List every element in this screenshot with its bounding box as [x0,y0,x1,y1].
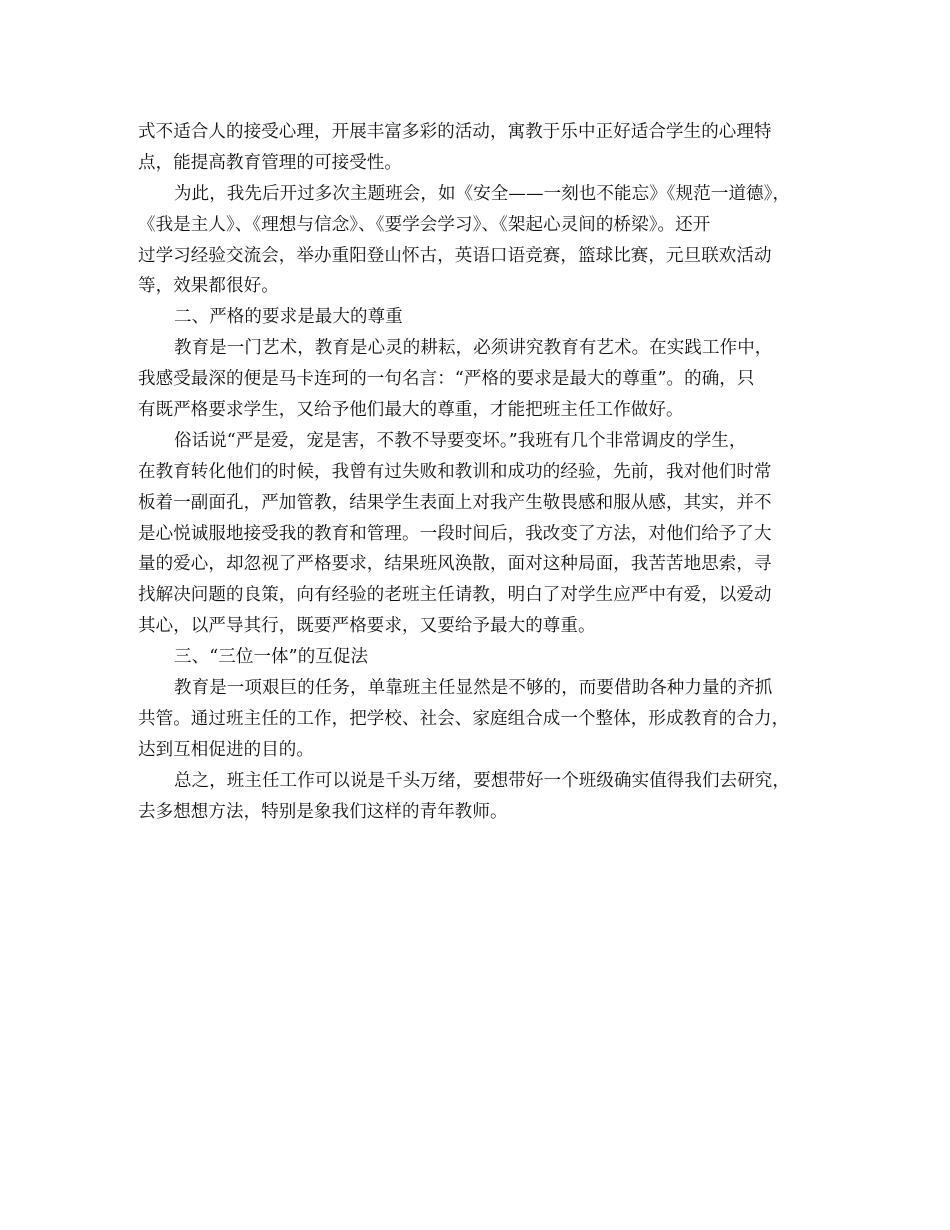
section-heading [138,302,826,333]
text-line: 俗话说“严是爱，宠是害，不教不导要变坏。”我班有几个非常调皮的学生， [174,430,747,451]
paragraph [138,179,826,303]
paragraph [138,766,826,828]
text-line: 为此，我先后开过多次主题班会，如《安全——一刻也不能忘》《规范一道德》， [174,183,791,204]
text-line: 过学习经验交流会，举办重阳登山怀古，英语口语竞赛，篮球比赛，元旦联欢活动 [138,245,772,266]
text-line: 我感受最深的便是马卡连珂的一句名言：“严格的要求是最大的尊重”。的确，只 [138,369,755,390]
paragraph [138,117,826,179]
text-line: 其心，以严导其行，既要严格要求，又要给予最大的尊重。 [138,616,596,637]
text-line: 量的爱心，却忽视了严格要求，结果班风涣散，面对这种局面，我苦苦地思索，寻 [138,554,772,575]
text-line: 总之，班主任工作可以说是千头万绪，要想带好一个班级确实值得我们去研究， [174,770,790,791]
paragraph [138,333,826,426]
text-line: 教育是一门艺术，教育是心灵的耕耘，必须讲究教育有艺术。在实践工作中， [174,338,773,359]
text-line: 板着一副面孔，严加管教，结果学生表面上对我产生敬畏感和服从感，其实，并不 [138,492,772,513]
text-line: 是心悦诚服地接受我的教育和管理。一段时间后，我改变了方法，对他们给予了大 [138,523,772,544]
text-line: 去多想想方法，特别是象我们这样的青年教师。 [138,801,508,822]
text-line: 找解决问题的良策，向有经验的老班主任请教，明白了对学生应严中有爱，以爱动 [138,585,772,606]
paragraph [138,426,826,642]
text-line: 《我是主人》、《理想与信念》、《要学会学习》、《架起心灵间的桥梁》。还开 [138,214,711,235]
text-line: 共管。通过班主任的工作，把学校、社会、家庭组合成一个整体，形成教育的合力， [138,708,790,729]
text-line: 有既严格要求学生，又给予他们最大的尊重，才能把班主任工作做好。 [138,400,684,421]
text-line: 等，效果都很好。 [138,276,279,297]
paragraph [138,673,826,766]
section-heading-text: 二、严格的要求是最大的尊重 [174,307,403,328]
text-line: 点，能提高教育管理的可接受性。 [138,152,402,173]
text-line: 在教育转化他们的时候，我曾有过失败和教训和成功的经验，先前，我对他们时常 [138,461,772,482]
section-heading-text: 三、“三位一体”的互促法 [174,647,369,668]
text-line: 教育是一项艰巨的任务，单靠班主任显然是不够的，而要借助各种力量的齐抓 [174,678,773,699]
section-heading [138,642,826,673]
text-line: 式不适合人的接受心理，开展丰富多彩的活动，寓教于乐中正好适合学生的心理特 [138,122,772,142]
document-body [138,117,826,827]
text-line: 达到互相促进的目的。 [138,739,314,760]
